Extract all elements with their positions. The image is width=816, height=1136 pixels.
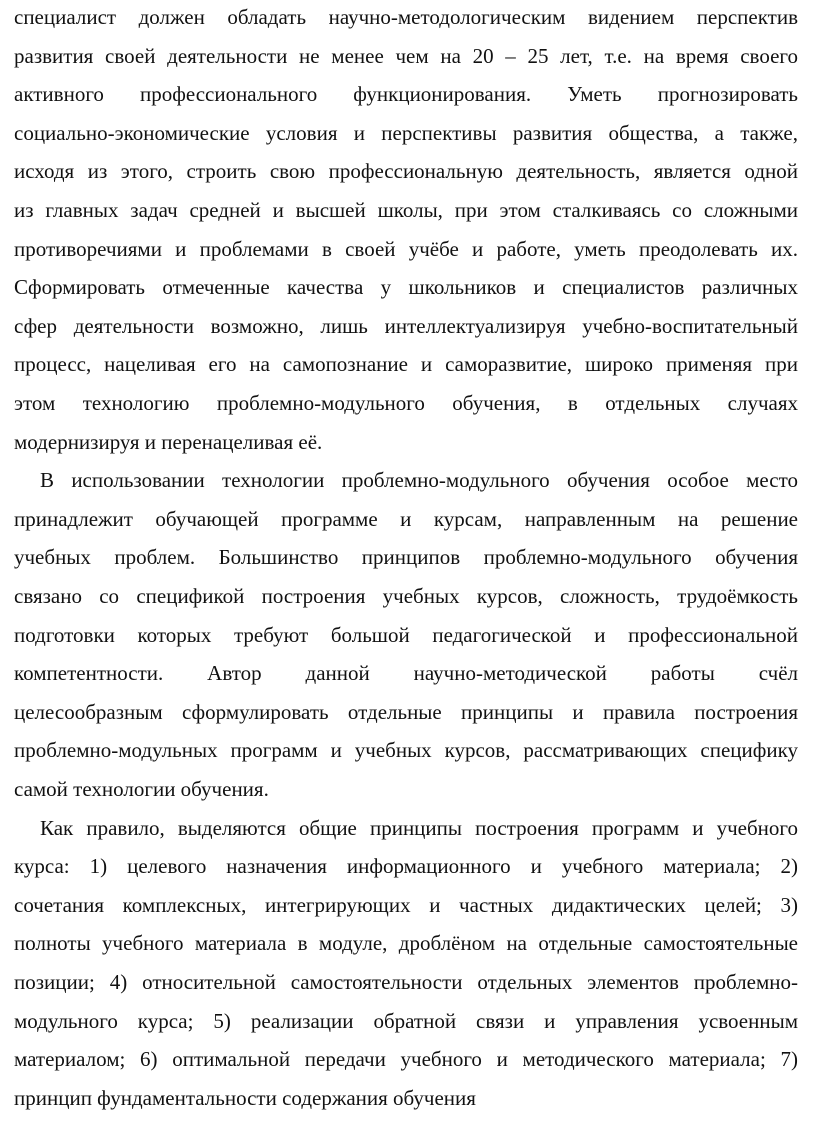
paragraph-2-line: учебных проблем. Большинство принципов проблемно-модульного обучения	[14, 545, 798, 570]
paragraph-1-line: развития своей деятельности не менее чем на 20 – 25 лет, т.е. на время своего	[14, 43, 798, 68]
document-page	[14, 2, 798, 1132]
paragraph-2-line: принадлежит обучающей программе и курсам, направленным на решение	[14, 506, 798, 531]
paragraph-3-line: модульного курса; 5) реализации обратной связи и управления усвоенным	[14, 1008, 798, 1033]
paragraph-1-line: активного профессионального функционирования. Уметь прогнозировать	[14, 82, 798, 107]
paragraph-3-line: материалом; 6) оптимальной передачи учебного и методического материала; 7)	[14, 1047, 798, 1072]
paragraph-1-line: модернизируя и перенацеливая её.	[14, 429, 323, 454]
paragraph-1-line: из главных задач средней и высшей школы, при этом сталкиваясь со сложными	[14, 198, 798, 222]
paragraph-2-line: подготовки которых требуют большой педагогической и профессиональной	[14, 622, 798, 647]
paragraph-2-line: целесообразным сформулировать отдельные принципы и правила построения	[14, 699, 798, 724]
paragraph-2-line: проблемно-модульных программ и учебных курсов, рассматривающих специфику	[14, 738, 798, 763]
paragraph-3-line: сочетания комплексных, интегрирующих и частных дидактических целей; 3)	[14, 892, 798, 917]
paragraph-1-line: этом технологию проблемно-модульного обучения, в отдельных случаях	[14, 391, 798, 415]
paragraph-1-line: социально-экономические условия и перспективы развития общества, а также,	[14, 120, 798, 145]
paragraph-1-line: Сформировать отмеченные качества у школьников и специалистов различных	[14, 275, 798, 300]
paragraph-3-line: Как правило, выделяются общие принципы построения программ и учебного	[40, 815, 798, 840]
paragraph-2-line: самой технологии обучения.	[14, 777, 269, 801]
paragraph-2-line: В использовании технологии проблемно-модульного обучения особое место	[40, 468, 798, 493]
paragraph-1-line: сфер деятельности возможно, лишь интеллектуализируя учебно-воспитательный	[14, 313, 798, 338]
paragraph-1-line: специалист должен обладать научно-методологическим видением перспектив	[14, 5, 798, 29]
paragraph-3-line: полноты учебного материала в модуле, дроблёном на отдельные самостоятельные	[14, 931, 798, 956]
paragraph-2-line: связано со спецификой построения учебных курсов, сложность, трудоёмкость	[14, 584, 798, 608]
paragraph-3-line: позиции; 4) относительной самостоятельности отдельных элементов проблемно-	[14, 970, 798, 994]
paragraph-2-line: компетентности. Автор данной научно-методической работы счёл	[14, 661, 798, 686]
paragraph-1-line: противоречиями и проблемами в своей учёбе и работе, уметь преодолевать их.	[14, 236, 798, 261]
paragraph-1-line: исходя из этого, строить свою профессиональную деятельность, является одной	[14, 159, 798, 184]
paragraph-3-line: курса: 1) целевого назначения информационного и учебного материала; 2)	[14, 854, 798, 879]
paragraph-1-line: процесс, нацеливая его на самопознание и саморазвитие, широко применяя при	[14, 352, 798, 377]
paragraph-3-line: принцип фундаментальности содержания обучения	[14, 1085, 476, 1110]
